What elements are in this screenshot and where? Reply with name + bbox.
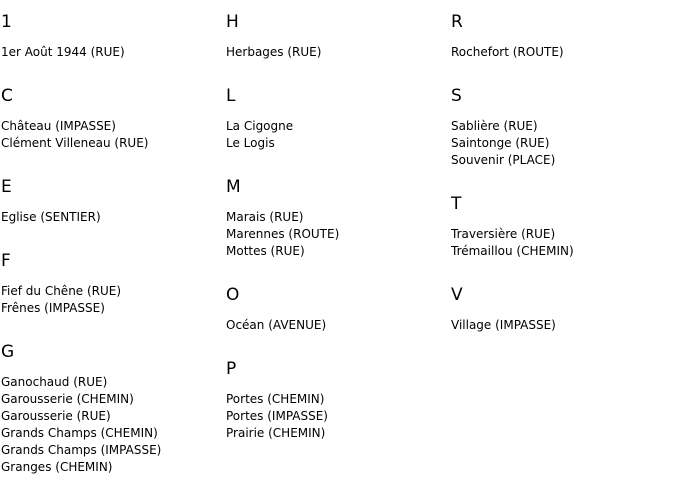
street-link[interactable]: Clément Villeneau (RUE) <box>1 136 149 150</box>
index-letter: 1 <box>1 12 12 32</box>
street-link[interactable]: Saintonge (RUE) <box>451 136 550 150</box>
street-link[interactable]: Souvenir (PLACE) <box>451 153 556 167</box>
street-link[interactable]: Grands Champs (CHEMIN) <box>1 426 158 440</box>
letter-group-c <box>1 86 148 152</box>
letter-group-o <box>226 285 326 334</box>
index-letter: C <box>1 86 13 106</box>
index-letter: S <box>451 86 462 106</box>
street-link[interactable]: Marais (RUE) <box>226 210 304 224</box>
street-link[interactable]: La Cigogne <box>226 119 294 133</box>
street-link[interactable]: Ganochaud (RUE) <box>1 375 108 389</box>
street-link[interactable]: Sablière (RUE) <box>451 119 538 133</box>
letter-group-f <box>1 251 121 317</box>
letter-group-m <box>226 177 339 260</box>
letter-group-h <box>226 12 321 61</box>
street-link[interactable]: Portes (CHEMIN) <box>226 392 325 406</box>
index-letter: P <box>226 359 237 379</box>
street-link[interactable]: Portes (IMPASSE) <box>226 409 328 423</box>
street-link[interactable]: Prairie (CHEMIN) <box>226 426 326 440</box>
street-link[interactable]: Mottes (RUE) <box>226 244 305 258</box>
index-letter: V <box>451 285 463 305</box>
street-link[interactable]: Grands Champs (IMPASSE) <box>1 443 162 457</box>
letter-group-r <box>451 12 564 61</box>
index-letter: L <box>226 86 236 106</box>
street-link[interactable]: Fief du Chêne (RUE) <box>1 284 122 298</box>
street-link[interactable]: Le Logis <box>226 136 275 150</box>
street-link[interactable]: Village (IMPASSE) <box>451 318 556 332</box>
street-link[interactable]: Océan (AVENUE) <box>226 318 327 332</box>
letter-group-e <box>1 177 101 226</box>
street-link[interactable]: Granges (CHEMIN) <box>1 460 113 474</box>
index-letter: H <box>226 12 239 32</box>
letter-group-t <box>451 194 574 260</box>
letter-group-v <box>451 285 556 334</box>
street-link[interactable]: Trémaillou (CHEMIN) <box>451 244 574 258</box>
index-letter: O <box>226 285 240 305</box>
letter-group-1 <box>1 12 125 61</box>
street-link[interactable]: 1er Août 1944 (RUE) <box>1 45 125 59</box>
street-link[interactable]: Château (IMPASSE) <box>1 119 116 133</box>
index-letter: E <box>1 177 12 197</box>
index-letter: T <box>451 194 462 214</box>
street-link[interactable]: Frênes (IMPASSE) <box>1 301 105 315</box>
letter-group-s <box>451 86 555 169</box>
street-link[interactable]: Traversière (RUE) <box>451 227 556 241</box>
index-letter: M <box>226 177 241 197</box>
letter-group-p <box>226 359 328 442</box>
street-link[interactable]: Rochefort (ROUTE) <box>451 45 564 59</box>
street-link[interactable]: Garousserie (RUE) <box>1 409 111 423</box>
street-link[interactable]: Eglise (SENTIER) <box>1 210 101 224</box>
street-link[interactable]: Marennes (ROUTE) <box>226 227 340 241</box>
index-letter: R <box>451 12 463 32</box>
street-link[interactable]: Garousserie (CHEMIN) <box>1 392 134 406</box>
letter-group-g <box>1 342 161 476</box>
index-letter: F <box>1 251 11 271</box>
letter-group-l <box>226 86 293 152</box>
index-letter: G <box>1 342 15 362</box>
street-link[interactable]: Herbages (RUE) <box>226 45 322 59</box>
